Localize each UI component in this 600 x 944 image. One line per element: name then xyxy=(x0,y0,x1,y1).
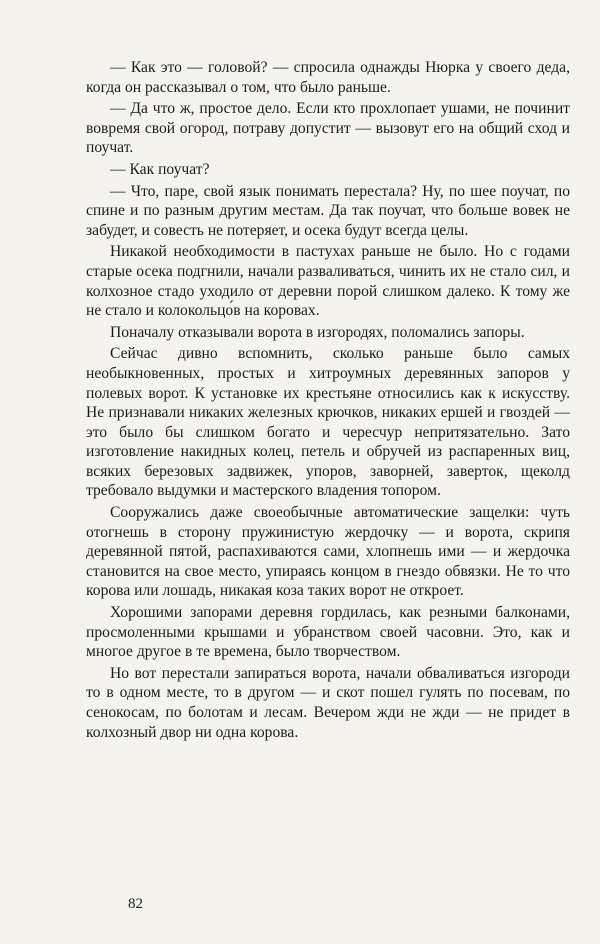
paragraph-2: — Да что ж, простое дело. Если кто прохлопает ушами, не починит вовремя свой огород, потраву допустит — вызовут его на общий сход и поучат. xyxy=(86,100,570,157)
paragraph-6: Поначалу отказывали ворота в изгородях, поломались запоры. xyxy=(110,323,525,341)
paragraph-7: Сейчас дивно вспомнить, сколько раньше было самых необыкновенных, простых и хитроумных деревянных запоров у полевых ворот. К установке их крестьяне относились как к искусству. Не признавали никаких железных крючков, никаких ершей и гвоздей — это было бы слишком богато и чересчур непритязательно. Зато изготовление накидных колец, петель и обручей из распаренных виц, всяких березовых задвижек, упоров, заворней, заверток, щеколд требовало выдумки и мастерского владения топором. xyxy=(86,345,570,500)
paragraph-1: — Как это — головой? — спросила однажды Нюрка у своего деда, когда он рассказывал о том, что было раньше. xyxy=(86,59,570,96)
paragraph-8: Сооружались даже своеобычные автоматические защелки: чуть отогнешь в сторону пружинистую жердочку — и ворота, скрипя деревянной пятой, распахиваются сами, хлопнешь ими — и жердочка становится на свое место, упираясь концом в гнездо обвязки. Не то что корова или лошадь, никакая коза таких ворот не откроет. xyxy=(86,504,570,600)
paragraph-9: Хорошими запорами деревня гордилась, как резными балконами, просмоленными крышами и убранством своей часовни. Это, как и многое другое в те времена, было творчеством. xyxy=(86,604,570,661)
paragraph-4: — Что, паре, свой язык понимать перестала? Ну, по шее поучат, по спине и по разным другим местам. Да так поучат, что больше вовек не забудет, и совесть не потеряет, и осека будут всегда целы. xyxy=(86,182,570,239)
paragraph-3: — Как поучат? xyxy=(110,160,210,178)
page-number: 82 xyxy=(128,896,143,912)
paragraph-10: Но вот перестали запираться ворота, начали обваливаться изгороди то в одном месте, то в другом — и скот пошел гулять по посевам, по сенокосам, по болотам и лесам. Вечером жди не жди — не придет в колхозный двор ни одна корова. xyxy=(86,664,570,741)
paragraph-5: Никакой необходимости в пастухах раньше не было. Но с годами старые осека подгнили, начали разваливаться, чинить их не стало сил, и колхозное стадо уходило от деревни порой слишком далеко. К тому же не стало и колокольцо́в на коровах. xyxy=(86,243,570,320)
body-text xyxy=(86,58,570,744)
